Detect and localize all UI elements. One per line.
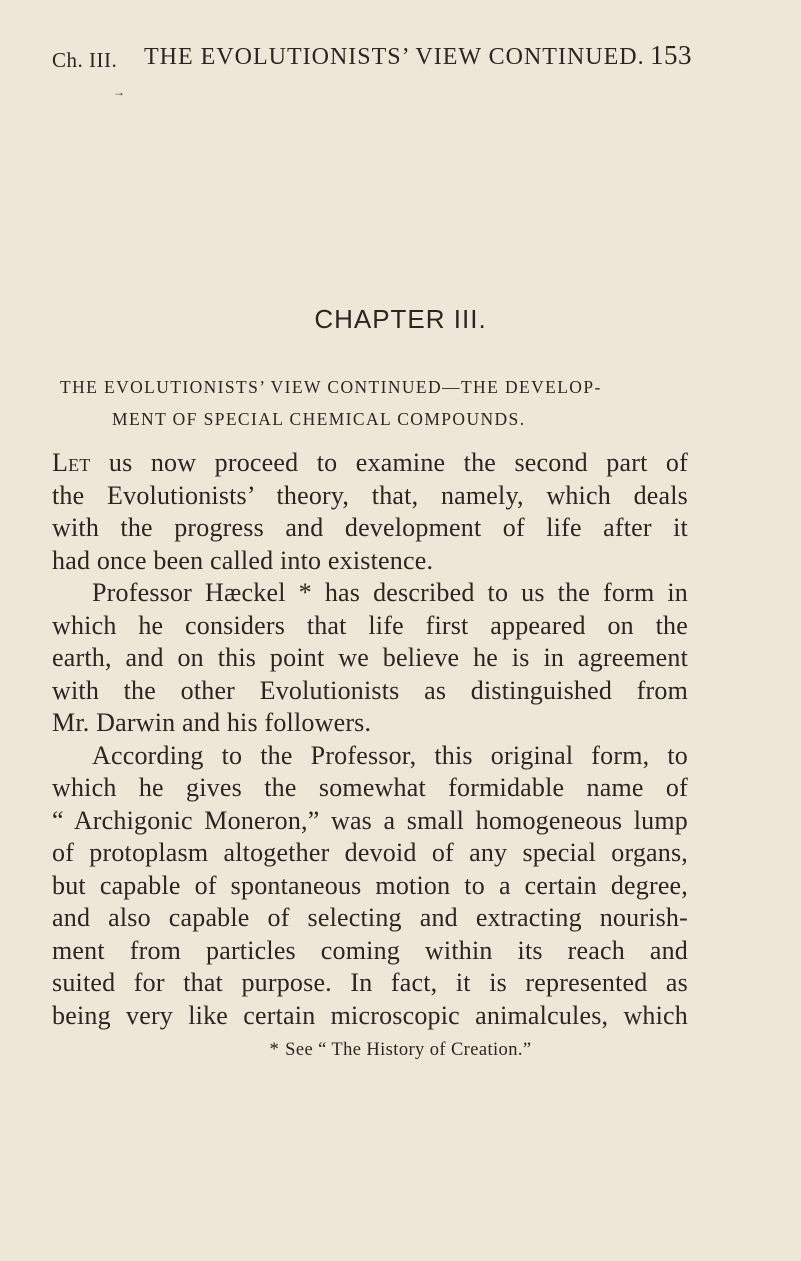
- body-line: ment from particles coming within its reach and: [52, 935, 688, 965]
- body-line: earth, and on this point we believe he is in agreement: [52, 643, 688, 672]
- body-line: the Evolutionists’ theory, that, namely, which deals: [52, 480, 688, 510]
- body-line: being very like certain microscopic animalcules, which: [52, 1000, 688, 1030]
- body-line: had once been called into existence.: [52, 545, 434, 575]
- footnote-marker: *: [269, 1040, 280, 1060]
- body-line: and also capable of selecting and extracting nourish-: [52, 903, 688, 932]
- chapter-subtitle-line-2: MENT OF SPECIAL CHEMICAL COMPOUNDS.: [112, 409, 526, 429]
- chapter-heading: CHAPTER III.: [314, 304, 487, 334]
- body-line: Professor Hæckel * has described to us the form in: [92, 578, 688, 607]
- body-line: “ Archigonic Moneron,” was a small homogeneous lump: [52, 805, 688, 835]
- body-line: which he gives the somewhat formidable name of: [52, 773, 688, 802]
- printer-mark: →: [113, 85, 125, 99]
- chapter-subtitle-line-1: THE EVOLUTIONISTS’ VIEW CONTINUED—THE DEVELOP-: [60, 377, 602, 397]
- running-head-title: THE EVOLUTIONISTS’ VIEW CONTINUED.: [144, 44, 645, 70]
- body-line: which he considers that life first appeared on the: [52, 610, 688, 640]
- running-head-chapter: Ch. III.: [52, 48, 118, 72]
- body-line: of protoplasm altogether devoid of any special organs,: [52, 838, 688, 867]
- footnote-text: See “ The History of Creation.”: [285, 1040, 532, 1060]
- running-head: [52, 40, 692, 80]
- body-line: [52, 447, 688, 480]
- footnote: [0, 1040, 801, 1061]
- page-number: 153: [650, 40, 692, 70]
- body-line: with the other Evolutionists as distinguished from: [52, 675, 688, 705]
- body-line: suited for that purpose. In fact, it is represented as: [52, 968, 688, 997]
- body-line: Mr. Darwin and his followers.: [52, 708, 372, 737]
- body-line: with the progress and development of life after it: [52, 513, 688, 542]
- body-line: According to the Professor, this original form, to: [92, 740, 688, 770]
- body-text: [52, 447, 688, 1032]
- body-lead-word: Let: [52, 448, 91, 477]
- body-line: but capable of spontaneous motion to a certain degree,: [52, 870, 688, 900]
- body-line-text: us now proceed to examine the second part of: [90, 448, 688, 477]
